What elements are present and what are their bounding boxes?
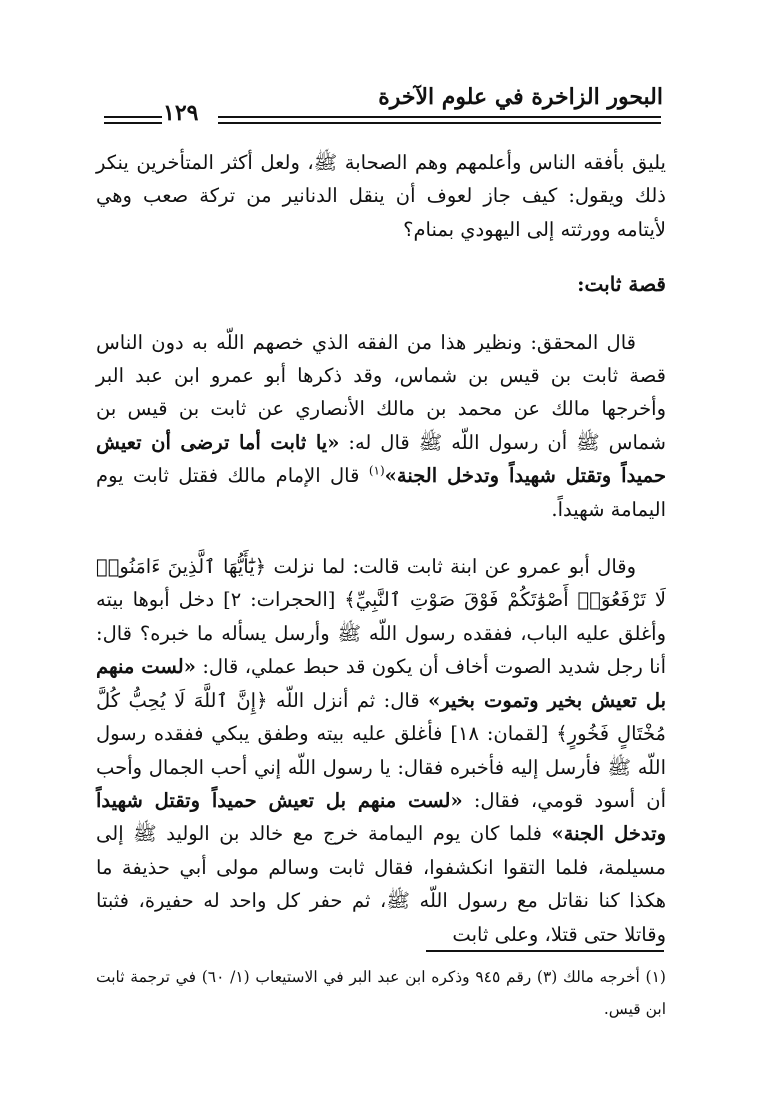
hadith-quote: «لست منهم بل تعيش حميداً وتقتل شهيداً وتدخل الجنة» — [96, 788, 666, 846]
footnote: (١) أخرجه مالك (٣) رقم ٩٤٥ وذكره ابن عبد البر في الاستيعاب (١/ ٦٠) في ترجمة ثابت ابن قيس. — [96, 968, 666, 1018]
hadith-quote: «يا ثابت أما ترضى أن تعيش حميداً وتقتل شهيداً وتدخل الجنة» — [96, 430, 667, 488]
hadith-quote: «لست منهم بل تعيش بخير وتموت بخير» — [96, 655, 667, 712]
paragraph — [96, 550, 666, 951]
paragraph-text: قال الإمام مالك فقتل ثابت يوم اليمامة شهيداً. — [96, 464, 666, 521]
paragraph-text: فلما كان يوم اليمامة خرج مع خالد بن الوليد ﷺ إلى مسيلمة، فلما التقوا انكشفوا، فقال ثابت وسالم مولى أبي حذيفة ما هكذا كنا نقاتل مع رسول اللّه ﷺ، ثم حفر كل واحد له حفيرة، فثبتا وقاتلا حتى قتلا، وعلى ثابت — [96, 822, 666, 946]
paragraph: يليق بأفقه الناس وأعلمهم وهم الصحابة ﷺ، ولعل أكثر المتأخرين ينكر ذلك ويقول: كيف جاز لعوف أن ينقل الدنانير من تركة صعب وهي لأيتامه وورثته إلى اليهودي بمنام؟ — [96, 151, 666, 241]
section-heading: قصة ثابت: — [577, 272, 666, 297]
footnote-separator — [426, 950, 664, 952]
header-rule — [104, 122, 162, 124]
main-text — [96, 146, 666, 951]
running-header-title: البحور الزاخرة في علوم الآخرة — [378, 84, 663, 110]
paragraph-text: قال المحقق: ونظير هذا من الفقه الذي خصهم اللّه به دون الناس قصة ثابت بن قيس بن شماس، وقد ذكرها أبو عمرو ابن عبد البر وأخرجها مالك عن محمد بن مالك الأنصاري عن ثابت بن قيس بن شماس ﷺ أن رسول اللّه ﷺ قال له: — [96, 330, 666, 454]
footnote-marker[interactable]: (١) — [368, 463, 385, 478]
header-rule — [104, 116, 162, 118]
paragraph — [96, 326, 666, 526]
page-number: ١٢٩ — [163, 100, 199, 126]
paragraph-text: وقال أبو عمرو عن ابنة ثابت قالت: لما نزلت ﴿يَٰٓأَيُّهَا ٱلَّذِينَ ءَامَنُوا۟ لَا تَرْفَعُوٓا۟ أَصْوَٰتَكُمْ فَوْقَ صَوْتِ ٱلنَّبِيِّ﴾ [الحجرات: ٢] دخل أبوها بيته وأغلق عليه الباب، ففقده رسول اللّه ﷺ وأرسل يسأله ما خبره؟ قال: أنا رجل شديد الصوت أخاف أن يكون قد حبط عملي، قال: — [96, 555, 667, 679]
header-rule — [218, 116, 661, 118]
paragraph-text: قال: ثم أنزل اللّه ﴿إِنَّ ٱللَّهَ لَا يُحِبُّ كُلَّ مُخْتَالٍ فَخُورٍ﴾ [لقمان: ١٨] فأغلق عليه بيته وطفق يبكي ففقده رسول اللّه ﷺ فأرسل إليه فأخبره فقال: يا رسول اللّه إني أحب الجمال وأحب أن أسود قومي، فقال: — [96, 688, 666, 812]
header-rule — [218, 122, 661, 124]
